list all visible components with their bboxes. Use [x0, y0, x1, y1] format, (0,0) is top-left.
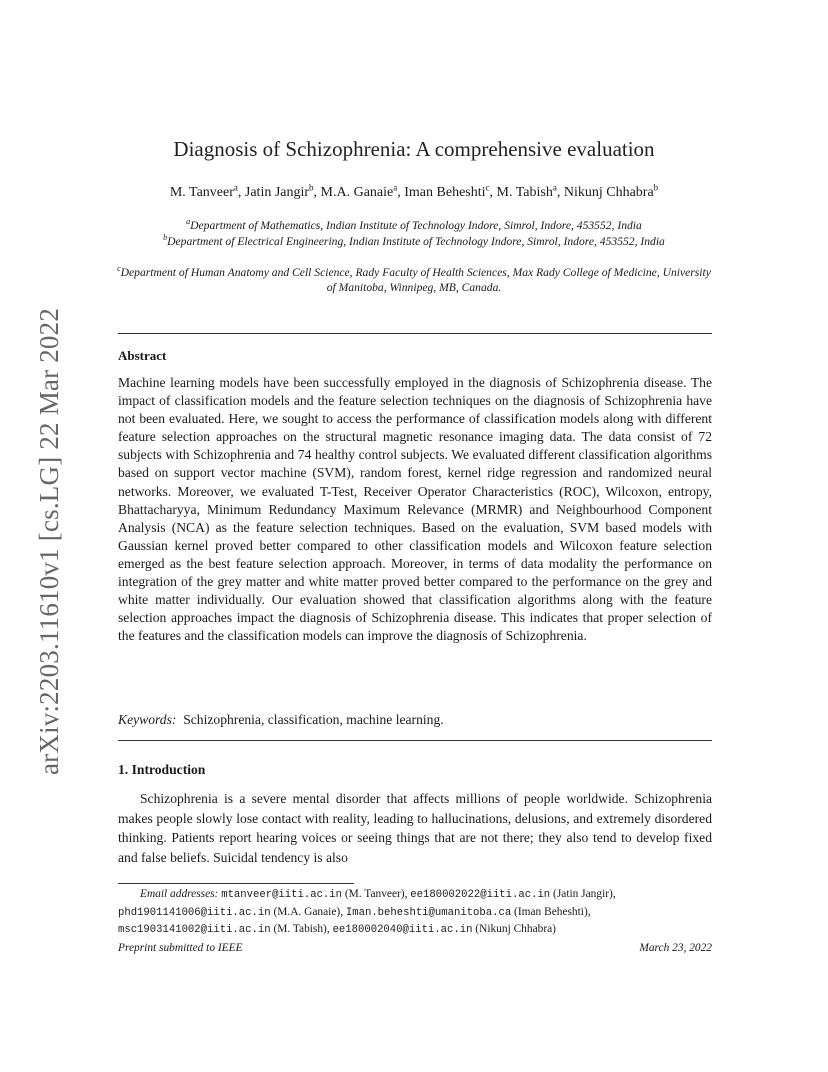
- email-label: Email addresses:: [140, 888, 219, 900]
- top-divider: [118, 333, 712, 334]
- author: Jatin Jangir$^b$,: [244, 182, 321, 200]
- author: M. Tanveer$^a$,: [169, 182, 245, 200]
- email-footnote: Email addresses: mtanveer@iiti.ac.in (M. Tanveer), ee180002022@iiti.ac.in (Jatin Jangir), phd1901141006@iiti.ac.in (M.A. Ganaie), Iman.beheshti@umanitoba.ca (Iman Beheshti), msc1903141002@iiti.ac.in (M. Tabish), ee180002040@iiti.ac.in (Nikunj Chhabra): [118, 888, 616, 937]
- email-link[interactable]: ee180002022@iiti.ac.in: [410, 889, 551, 901]
- email-link[interactable]: ee180002040@iiti.ac.in: [332, 924, 473, 937]
- affiliation-b: $^b$Department of Electrical Engineering, Indian Institute of Technology Indore, Simrol, Indore, 453552, India: [163, 233, 665, 248]
- abstract-text: Machine learning models have been successfully employed in the diagnosis of Schizophrenia disease. The impact of classification models and the feature selection techniques on the diagnosis of Schizophrenia have not been evaluated. Here, we sought to access the performance of classification models along with different feature selection approaches on the structural magnetic resonance imaging data. The data consist of 72 subjects with Schizophrenia and 74 healthy control subjects. We evaluated different classification algorithms based on support vector machine (SVM), random forest, kernel ridge regression and randomized neural networks. Moreover, we evaluated T-Test, Receiver Operator Characteristics (ROC), Wilcoxon, entropy, Bhattacharyya, Minimum Redundancy Maximum Relevance (MRMR) and Neighbourhood Component Analysis (NCA) as the feature selection techniques. Based on the evaluation, SVM based models with Gaussian kernel proved better compared to other classification models and Wilcoxon feature selection emerged as the best feature selection approach. Moreover, in terms of data modality the performance on integration of the grey matter and white matter proved better compared to the performance on the grey and white matter individually. Our evaluation showed that classification algorithms along with the feature selection approaches impact the diagnosis of Schizophrenia disease. This indicates that proper selection of the features and the classification models can improve the diagnosis of Schizophrenia.: [118, 375, 712, 644]
- introduction-text: Schizophrenia is a severe mental disorder that affects millions of people worldwide. Schizophrenia makes people slowly lose contact with reality, leading to hallucinations, delusions, and extremely disordered thinking. Patients report hearing voices or seeing things that are not there; they also tend to develop fixed and false beliefs. Suicidal tendency is also: [118, 791, 712, 865]
- introduction-heading: 1. Introduction: [118, 762, 206, 777]
- email-link[interactable]: mtanveer@iiti.ac.in: [221, 889, 343, 901]
- keywords-label: Keywords:: [118, 712, 177, 727]
- footnote-divider: [118, 883, 354, 884]
- email-link[interactable]: Iman.beheshti@umanitoba.ca: [345, 906, 512, 919]
- email-link[interactable]: phd1901141006@iiti.ac.in: [118, 906, 271, 919]
- preprint-note: Preprint submitted to IEEE: [118, 942, 243, 954]
- keywords-line: [118, 712, 712, 728]
- abstract-heading: Abstract: [118, 348, 167, 363]
- paper-title: Diagnosis of Schizophrenia: A comprehensive evaluation: [173, 137, 655, 161]
- author: Iman Beheshti$^c$,: [404, 182, 497, 200]
- email-link[interactable]: msc1903141002@iiti.ac.in: [118, 924, 271, 937]
- preprint-date: March 23, 2022: [639, 942, 712, 954]
- keywords-text: Schizophrenia, classification, machine learning.: [183, 712, 444, 727]
- affiliation-a: $^a$Department of Mathematics, Indian Institute of Technology Indore, Simrol, Indore, 453552, India: [186, 217, 642, 232]
- author: Nikunj Chhabra$^b$: [563, 182, 659, 200]
- author-list: [0, 182, 828, 201]
- author: M.A. Ganaie$^a$,: [320, 182, 405, 200]
- author: M. Tabish$^a$,: [496, 182, 564, 200]
- affiliation-c: $^c$Department of Human Anatomy and Cell Science, Rady Faculty of Health Sciences, Max Rady College of Medicine, University of Manitoba, Winnipeg, MB, Canada.: [117, 264, 711, 294]
- arxiv-identifier-stamp[interactable]: arXiv:2203.11610v1 [cs.LG] 22 Mar 2022: [34, 307, 64, 775]
- bottom-divider: [118, 740, 712, 741]
